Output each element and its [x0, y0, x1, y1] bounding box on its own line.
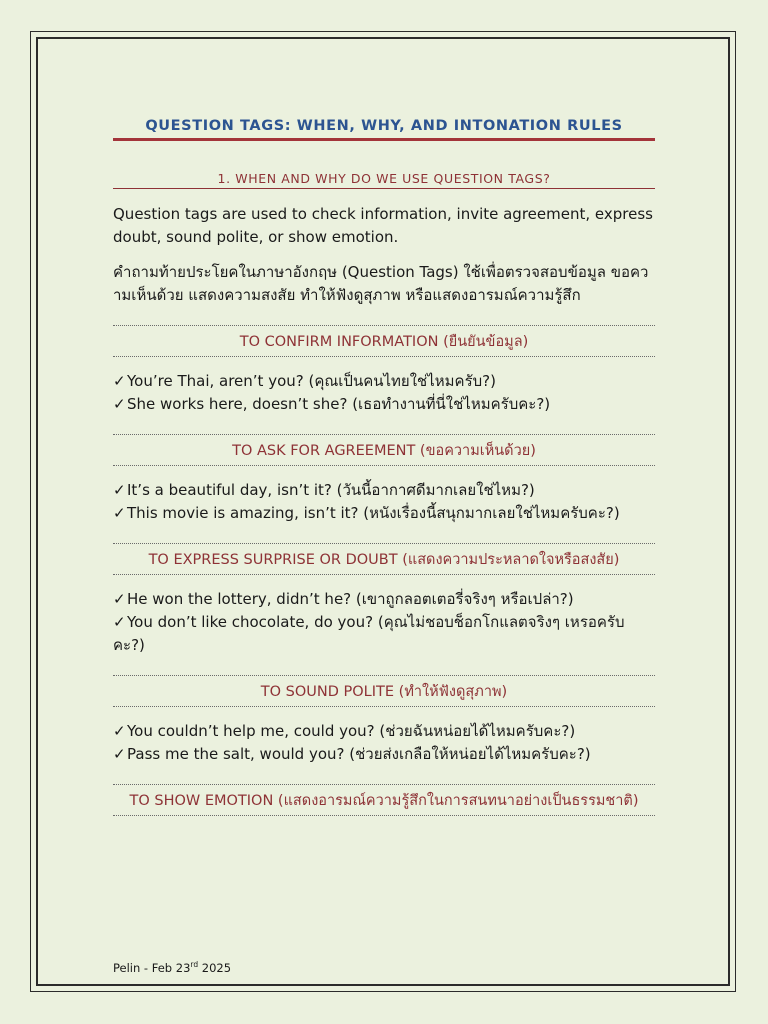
example-text: He won the lottery, didn’t he? (เขาถูกลอตเตอรี่จริงๆ หรือเปล่า?) [127, 590, 574, 608]
example-item [113, 588, 655, 611]
footer-author-date [113, 960, 231, 975]
section-heading: 1. WHEN AND WHY DO WE USE QUESTION TAGS? [113, 171, 655, 189]
document-body [113, 118, 655, 816]
footer-ordinal-suffix: rd [190, 960, 199, 969]
category-express-surprise-or-doubt [113, 543, 655, 657]
example-list [113, 370, 655, 416]
category-heading: TO ASK FOR AGREEMENT (ขอความเห็นด้วย) [113, 434, 655, 466]
document-title: QUESTION TAGS: WHEN, WHY, AND INTONATION RULES [113, 118, 655, 141]
example-item [113, 502, 655, 525]
category-heading: TO CONFIRM INFORMATION (ยืนยันข้อมูล) [113, 325, 655, 357]
check-icon: ✓ [113, 504, 126, 522]
check-icon: ✓ [113, 590, 126, 608]
example-item [113, 393, 655, 416]
category-heading: TO EXPRESS SURPRISE OR DOUBT (แสดงความประหลาดใจหรือสงสัย) [113, 543, 655, 575]
example-item [113, 370, 655, 393]
example-text: You couldn’t help me, could you? (ช่วยฉันหน่อยได้ไหมครับคะ?) [127, 722, 576, 740]
intro-paragraph-thai: คำถามท้ายประโยคในภาษาอังกฤษ (Question Tags) ใช้เพื่อตรวจสอบข้อมูล ขอความเห็นด้วย แสดงความสงสัย ทำให้ฟังดูสุภาพ หรือแสดงอารมณ์ความรู้สึก [113, 263, 649, 304]
check-icon: ✓ [113, 372, 126, 390]
check-icon: ✓ [113, 395, 126, 413]
example-item [113, 611, 655, 657]
example-item [113, 743, 655, 766]
example-text: You’re Thai, aren’t you? (คุณเป็นคนไทยใช่ไหมครับ?) [127, 372, 496, 390]
example-item [113, 720, 655, 743]
intro-paragraph-english: Question tags are used to check information, invite agreement, express doubt, sound polite, or show emotion. [113, 205, 653, 246]
example-list [113, 588, 655, 657]
category-sound-polite [113, 675, 655, 766]
example-item [113, 479, 655, 502]
footer-year: 2025 [198, 960, 232, 975]
example-text: You don’t like chocolate, do you? (คุณไม่ชอบช็อกโกแลตจริงๆ เหรอครับคะ?) [113, 613, 625, 654]
category-confirm-information [113, 325, 655, 416]
example-text: Pass me the salt, would you? (ช่วยส่งเกลือให้หน่อยได้ไหมครับคะ?) [127, 745, 591, 763]
category-ask-for-agreement [113, 434, 655, 525]
example-text: This movie is amazing, isn’t it? (หนังเรื่องนี้สนุกมากเลยใช่ไหมครับคะ?) [127, 504, 620, 522]
check-icon: ✓ [113, 613, 126, 631]
check-icon: ✓ [113, 745, 126, 763]
category-show-emotion [113, 784, 655, 816]
footer-prefix: Pelin - Feb 23 [113, 960, 191, 975]
category-heading: TO SHOW EMOTION (แสดงอารมณ์ความรู้สึกในการสนทนาอย่างเป็นธรรมชาติ) [113, 784, 655, 816]
check-icon: ✓ [113, 722, 126, 740]
example-list [113, 720, 655, 766]
example-text: She works here, doesn’t she? (เธอทำงานที่นี่ใช่ไหมครับคะ?) [127, 395, 551, 413]
check-icon: ✓ [113, 481, 126, 499]
example-list [113, 479, 655, 525]
category-heading: TO SOUND POLITE (ทำให้ฟังดูสุภาพ) [113, 675, 655, 707]
example-text: It’s a beautiful day, isn’t it? (วันนี้อากาศดีมากเลยใช่ไหม?) [127, 481, 535, 499]
